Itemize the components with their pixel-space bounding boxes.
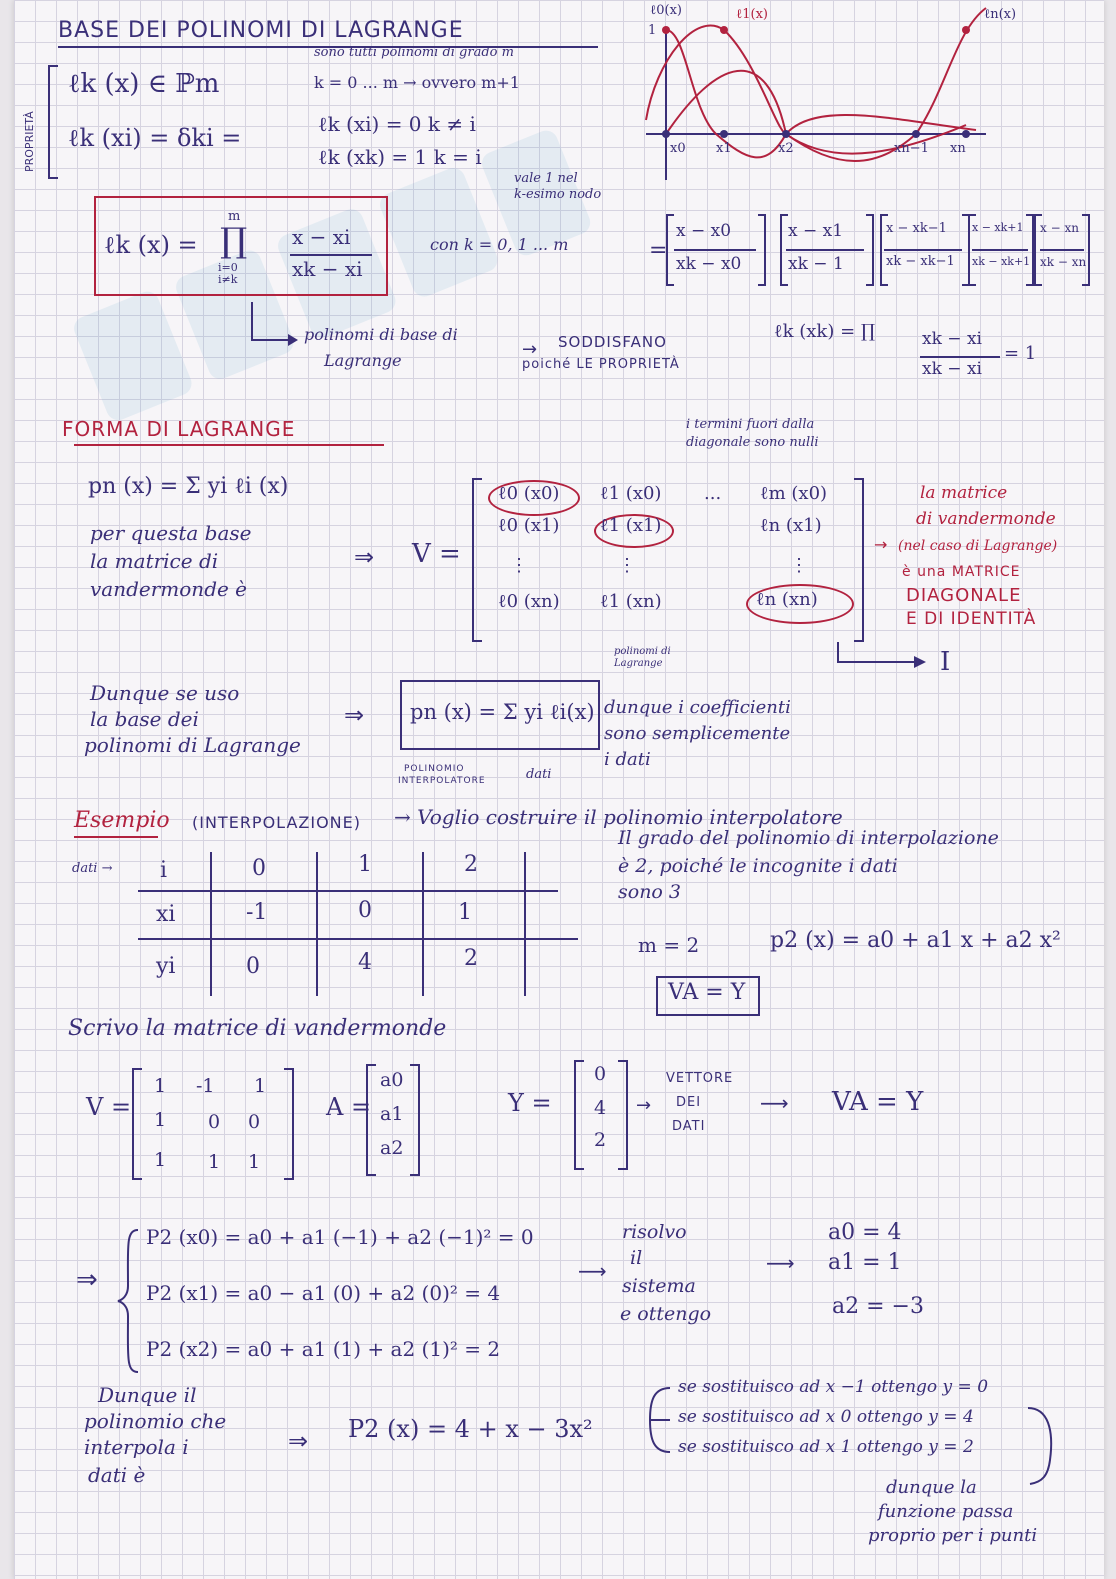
A-row-1: a1 — [380, 1103, 404, 1125]
table-y-1: 4 — [358, 950, 372, 975]
risolvo-arrow: ⟶ — [578, 1259, 607, 1283]
dati-label: dati — [526, 767, 552, 782]
table-x-2: 1 — [458, 900, 472, 925]
plot-x0: x0 — [670, 141, 686, 156]
final4: dati è — [88, 1463, 146, 1487]
prop2-case1: ℓk (xi) = 0 k ≠ i — [318, 112, 476, 136]
Y-row-0: 0 — [594, 1063, 607, 1085]
def-prod-bottom1: i=0 — [218, 261, 238, 274]
va-y2-arrow: ⟶ — [760, 1091, 789, 1115]
esempio-underline — [74, 836, 158, 838]
final-poly: P2 (x) = 4 + x − 3x² — [348, 1415, 593, 1443]
concl3: proprio per i punti — [868, 1525, 1038, 1546]
mat-r2c2: ℓ1 (x1) — [600, 515, 662, 536]
identity-arrow — [832, 640, 952, 676]
vettore-arrow: → — [636, 1095, 652, 1116]
expand-1-bar — [674, 249, 756, 251]
V-r1c0: 1 — [154, 1109, 167, 1131]
mat-r3c1: ⋮ — [510, 555, 528, 576]
check-lhs: ℓk (xk) = ∏ — [774, 321, 876, 342]
A-rbracket — [410, 1064, 420, 1176]
table-i-1: 1 — [358, 852, 372, 877]
final-implies: ⇒ — [288, 1427, 309, 1455]
notebook-page — [14, 0, 1104, 1579]
a1: a1 = 1 — [828, 1250, 902, 1275]
plot-x2: x2 — [778, 141, 794, 156]
p2-form: p2 (x) = a0 + a1 x + a2 x² — [770, 928, 1061, 953]
def-range: con k = 0, 1 ... m — [430, 235, 569, 254]
expand-5-rbracket — [1082, 214, 1090, 286]
expand-2-den: xk − 1 — [788, 254, 844, 274]
def-prod-top: m — [228, 209, 241, 224]
forma-underline — [74, 444, 384, 446]
dunque3: polinomi di Lagrange — [84, 733, 301, 757]
sys3: P2 (x2) = a0 + a1 (1) + a2 (1)² = 2 — [146, 1337, 501, 1361]
satisfy-text2: poiché LE PROPRIETÀ — [522, 357, 680, 372]
prop2-lhs: ℓk (xi) = δki = — [68, 124, 242, 152]
base-title: BASE DEI POLINOMI DI LAGRANGE — [58, 18, 464, 43]
prop1-lhs: ℓk (x) ∈ ℙm — [68, 69, 220, 99]
poli-interp1: POLINOMIO — [404, 764, 465, 774]
table-hline-1 — [138, 890, 558, 892]
def-num: x − xi — [292, 225, 351, 249]
prop2-note2: k-esimo nodo — [514, 187, 602, 202]
basis-arrow-text2: Lagrange — [324, 351, 402, 370]
forma-text2: la matrice di — [90, 549, 219, 573]
table-h-i: i — [160, 858, 168, 883]
forma-formula: pn (x) = Σ yi ℓi (x) — [88, 474, 289, 499]
poli-interp2: INTERPOLATORE — [398, 776, 486, 786]
plot-l0: ℓ0(x) — [650, 3, 682, 18]
lagrange-plot — [636, 0, 1096, 200]
mat-r4c2: ℓ1 (xn) — [600, 591, 662, 612]
expand-1-num: x − x0 — [676, 221, 732, 241]
Y-row-2: 2 — [594, 1129, 607, 1151]
proprieta-label: PROPRIETÀ — [23, 111, 36, 172]
V-r1c2: 0 — [248, 1111, 261, 1133]
system-brace — [114, 1226, 144, 1376]
table-y-0: 0 — [246, 954, 260, 979]
dunque1: Dunque se uso — [90, 681, 240, 705]
forma-implies: ⇒ — [354, 543, 375, 571]
table-vline-3 — [422, 852, 424, 996]
expand-4-num: x − xk+1 — [972, 221, 1024, 234]
mat-r1c4: ℓm (x0) — [760, 483, 828, 504]
def-lhs: ℓk (x) = — [104, 231, 198, 259]
va-y2: VA = Y — [832, 1087, 924, 1117]
final1: Dunque il — [98, 1383, 197, 1407]
V-r1c1: 0 — [208, 1111, 221, 1133]
expand-2-bar — [786, 249, 864, 251]
vettore2: DEI — [676, 1095, 702, 1110]
forma-text3: vandermonde è — [90, 577, 248, 601]
Y-label: Y = — [508, 1089, 552, 1117]
sys1: P2 (x0) = a0 + a1 (−1) + a2 (−1)² = 0 — [146, 1225, 534, 1249]
check-right-brace — [1024, 1400, 1064, 1490]
mat-r3c4: ⋮ — [790, 555, 808, 576]
expand-3-bar — [884, 249, 962, 251]
table-x-1: 0 — [358, 898, 372, 923]
prop2-note1: vale 1 nel — [514, 171, 578, 186]
risolvo2: il — [630, 1247, 643, 1269]
forma-text1: per questa base — [90, 521, 252, 545]
expand-eq: = — [649, 238, 668, 263]
v-eq: V = — [412, 539, 461, 569]
mat-r4c1: ℓ0 (xn) — [498, 591, 560, 612]
coeff1: dunque i coefficienti — [604, 697, 791, 718]
va-y: VA = Y — [668, 980, 746, 1005]
diag-note5: DIAGONALE — [906, 585, 1022, 606]
grado2: è 2, poiché le incognite i dati — [618, 855, 898, 877]
expand-1-lbracket — [666, 214, 674, 286]
A-row-0: a0 — [380, 1069, 404, 1091]
check3: se sostituisco ad x 1 ottengo y = 2 — [678, 1437, 974, 1457]
forma-note2: diagonale sono nulli — [686, 435, 819, 450]
sys2: P2 (x1) = a0 − a1 (0) + a2 (0)² = 4 — [146, 1281, 501, 1305]
V-r0c0: 1 — [154, 1075, 167, 1097]
scrivo: Scrivo la matrice di vandermonde — [68, 1016, 447, 1041]
mat-r4c4: ℓn (xn) — [756, 589, 818, 610]
check1: se sostituisco ad x −1 ottengo y = 0 — [678, 1377, 989, 1397]
risolvo3: sistema — [622, 1275, 696, 1297]
expand-4-den: xk − xk+1 — [972, 255, 1031, 268]
check-den: xk − xi — [922, 359, 982, 379]
result-arrow: ⟶ — [766, 1251, 795, 1275]
basis-arrow-text1: polinomi di base di — [304, 325, 458, 344]
def-den: xk − xi — [292, 257, 363, 281]
esempio: Esempio — [74, 808, 170, 833]
vettore3: DATI — [672, 1119, 706, 1134]
esempio-tag: (INTERPOLAZIONE) — [192, 813, 361, 832]
table-vline-4 — [524, 852, 526, 996]
mat-r1c1: ℓ0 (x0) — [498, 483, 560, 504]
check-num: xk − xi — [922, 329, 982, 349]
forma-title: FORMA DI LAGRANGE — [62, 417, 296, 441]
A-row-2: a2 — [380, 1137, 404, 1159]
check-rhs: = 1 — [1004, 343, 1037, 364]
expand-3-den: xk − xk−1 — [886, 254, 955, 269]
risolvo1: risolvo — [622, 1221, 687, 1243]
V-rbracket — [284, 1068, 294, 1180]
base-note: sono tutti polinomi di grado m — [314, 45, 514, 60]
def-fraction-bar — [290, 254, 372, 256]
diag-note2: di vandermonde — [916, 509, 1056, 529]
a0: a0 = 4 — [828, 1220, 902, 1245]
table-vline-2 — [316, 852, 318, 996]
table-x-0: -1 — [246, 900, 268, 925]
diag-note3: (nel caso di Lagrange) — [898, 538, 1058, 554]
plot-one: 1 — [648, 23, 657, 38]
plot-xn1: xn−1 — [894, 141, 929, 156]
check-bar — [920, 356, 1000, 358]
plot-xn: xn — [950, 141, 966, 156]
Y-rbracket — [618, 1060, 628, 1170]
plot-l1: ℓ1(x) — [736, 7, 768, 22]
mat-r2c4: ℓn (x1) — [760, 515, 822, 536]
mat-r1c2: ℓ1 (x0) — [600, 483, 662, 504]
expand-2-num: x − x1 — [788, 221, 844, 241]
expand-2-rbracket — [866, 214, 874, 286]
V-r2c2: 1 — [248, 1151, 261, 1173]
expand-1-den: xk − x0 — [676, 254, 742, 274]
polinomi-lagrange-note2: Lagrange — [614, 658, 663, 669]
mat-lbracket — [472, 478, 482, 642]
table-vline-1 — [210, 852, 212, 996]
V-r2c1: 1 — [208, 1151, 221, 1173]
basis-arrow — [244, 300, 304, 350]
concl1: dunque la — [886, 1477, 977, 1498]
table-dati-label: dati → — [72, 861, 113, 876]
A-lbracket — [366, 1064, 376, 1176]
dunque2: la base dei — [90, 707, 199, 731]
expand-4-rbracket — [1026, 214, 1034, 286]
grado1: Il grado del polinomio di interpolazione — [618, 827, 999, 849]
mat-r1c3: ... — [704, 483, 722, 504]
table-hline-2 — [138, 938, 578, 940]
satisfy-text: SODDISFANO — [558, 333, 667, 351]
table-i-0: 0 — [252, 856, 266, 881]
system-implies: ⇒ — [76, 1265, 98, 1295]
plot-ln: ℓn(x) — [984, 7, 1017, 22]
def-prod-bottom2: i≠k — [218, 273, 238, 286]
V-r0c1: -1 — [196, 1075, 215, 1097]
risolvo4: e ottengo — [620, 1303, 712, 1325]
final2: polinomio che — [84, 1409, 227, 1433]
check2: se sostituisco ad x 0 ottengo y = 4 — [678, 1407, 974, 1427]
expand-5-den: xk − xn — [1040, 255, 1087, 269]
diag-note6: E DI IDENTITÀ — [906, 609, 1037, 629]
check-brace — [634, 1380, 674, 1460]
mat-r3c2: ⋮ — [618, 555, 636, 576]
table-i-2: 2 — [464, 852, 478, 877]
V-r2c0: 1 — [154, 1149, 167, 1171]
A-label: A = — [326, 1093, 372, 1121]
grado3: sono 3 — [618, 881, 681, 903]
expand-5-num: x − xn — [1040, 221, 1079, 235]
prop1-rhs: k = 0 ... m → ovvero m+1 — [314, 73, 520, 92]
V-label: V = — [86, 1093, 132, 1121]
property-bracket — [48, 65, 58, 179]
coeff2: sono semplicemente — [604, 723, 791, 744]
Y-row-1: 4 — [594, 1097, 607, 1119]
polinomi-lagrange-note1: polinomi di — [614, 646, 671, 657]
satisfy-arrow: → — [522, 339, 538, 360]
a2: a2 = −3 — [832, 1294, 924, 1319]
table-h-y: yi — [156, 954, 176, 979]
plot-x1: x1 — [716, 141, 732, 156]
dunque-implies: ⇒ — [344, 701, 365, 729]
expand-3-num: x − xk−1 — [886, 221, 947, 236]
table-y-2: 2 — [464, 946, 478, 971]
diag-note1: la matrice — [920, 483, 1008, 503]
coeff3: i dati — [604, 749, 651, 770]
boxed-formula: pn (x) = Σ yi ℓi(x) — [410, 700, 595, 724]
forma-note1: i termini fuori dalla — [686, 417, 815, 432]
concl2: funzione passa — [878, 1501, 1014, 1522]
Y-lbracket — [574, 1060, 584, 1170]
prop2-case2: ℓk (xk) = 1 k = i — [318, 145, 482, 169]
mat-r2c1: ℓ0 (x1) — [498, 515, 560, 536]
V-r0c2: 1 — [254, 1075, 267, 1097]
identity: I — [940, 647, 951, 677]
m-eq: m = 2 — [638, 933, 700, 957]
def-prod: ∏ — [220, 221, 248, 261]
expand-1-rbracket — [758, 214, 766, 286]
esempio-text: → Voglio costruire il polinomio interpolatore — [394, 805, 843, 829]
diag-arrow: → — [874, 535, 888, 554]
V-lbracket — [132, 1068, 142, 1180]
diag-note4: è una MATRICE — [902, 564, 1021, 580]
mat-rbracket — [854, 478, 864, 642]
expand-5-bar — [1040, 249, 1084, 251]
final3: interpola i — [84, 1435, 189, 1459]
table-h-x: xi — [156, 902, 176, 927]
expand-4-bar — [972, 249, 1028, 251]
vettore1: VETTORE — [666, 1071, 734, 1086]
